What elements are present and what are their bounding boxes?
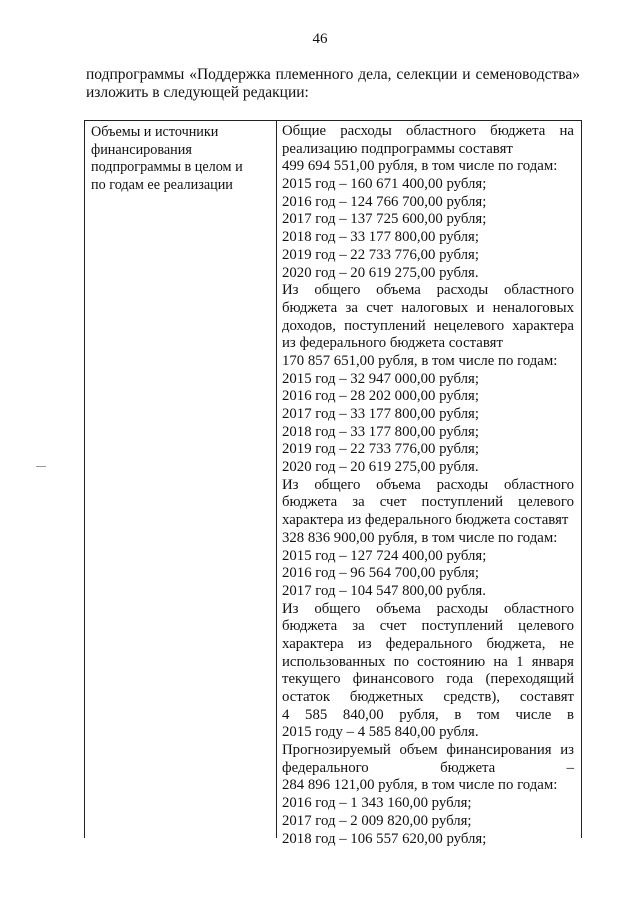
- table-right-cell: [282, 123, 574, 848]
- left-cell-line: финансирования: [91, 141, 192, 158]
- right-cell-line: 170 857 651,00 рубля, в том числе по годам:: [282, 352, 558, 369]
- right-cell-line: 2018 год – 106 557 620,00 рубля;: [282, 830, 487, 847]
- right-cell-line: 2016 год – 96 564 700,00 рубля;: [282, 565, 479, 582]
- right-cell-line: Прогнозируемый объем финансирования из: [282, 742, 574, 759]
- right-cell-line: бюджета за счет поступлений целевого: [282, 494, 574, 511]
- right-cell-line: 4 585 840,00 рубля, в том числе в: [282, 706, 574, 723]
- right-cell-line: бюджета за счет поступлений целевого: [282, 618, 574, 635]
- right-cell-line: 499 694 551,00 рубля, в том числе по годам:: [282, 158, 558, 175]
- right-cell-line: 2019 год – 22 733 776,00 рубля;: [282, 441, 479, 458]
- right-cell-line: реализацию подпрограммы составят: [282, 140, 513, 157]
- right-cell-line: Общие расходы областного бюджета на: [282, 123, 574, 139]
- right-cell-line: 2016 год – 1 343 160,00 рубля;: [282, 795, 472, 812]
- right-cell-line: остаток бюджетных средств), составят: [282, 689, 574, 705]
- intro-paragraph: [86, 66, 580, 102]
- right-cell-line: характера из федерального бюджета, не: [282, 635, 574, 652]
- intro-line-1: подпрограммы «Поддержка племенного дела, селекции и семеноводства»: [86, 66, 580, 83]
- right-cell-line: 2018 год – 33 177 800,00 рубля;: [282, 423, 479, 440]
- right-cell-line: 2016 год – 28 202 000,00 рубля;: [282, 388, 479, 405]
- column-divider: [276, 121, 277, 838]
- page-number: 46: [312, 31, 328, 47]
- left-cell-line: подпрограммы в целом и: [91, 159, 243, 176]
- right-cell-line: 2019 год – 22 733 776,00 рубля;: [282, 246, 479, 263]
- left-cell-line: Объемы и источники: [91, 124, 219, 140]
- right-cell-line: 2017 год – 137 725 600,00 рубля;: [282, 211, 487, 228]
- intro-line-2: изложить в следующей редакции:: [86, 84, 309, 101]
- right-cell-line: доходов, поступлений нецелевого характера: [282, 317, 574, 334]
- table-left-cell: [91, 124, 271, 194]
- right-cell-line: Из общего объема расходы областного: [282, 476, 574, 493]
- right-cell-line: 2017 год – 104 547 800,00 рубля.: [282, 582, 486, 599]
- right-cell-line: использованных по состоянию на 1 января: [282, 653, 574, 670]
- right-cell-line: 2015 год – 160 671 400,00 рубля;: [282, 176, 487, 193]
- margin-mark: [36, 466, 46, 467]
- right-cell-line: 2018 год – 33 177 800,00 рубля;: [282, 229, 479, 246]
- left-cell-line: по годам ее реализации: [91, 176, 233, 193]
- right-cell-line: 2017 год – 2 009 820,00 рубля;: [282, 812, 472, 829]
- right-cell-line: 284 896 121,00 рубля, в том числе по годам:: [282, 777, 558, 794]
- right-cell-line: текущего финансового года (переходящий: [282, 671, 574, 688]
- right-cell-line: 2020 год – 20 619 275,00 рубля.: [282, 264, 479, 281]
- right-cell-line: Из общего объема расходы областного: [282, 600, 574, 617]
- right-cell-line: 2016 год – 124 766 700,00 рубля;: [282, 193, 487, 210]
- right-cell-line: 328 836 900,00 рубля, в том числе по годам:: [282, 529, 558, 546]
- right-cell-line: 2020 год – 20 619 275,00 рубля.: [282, 459, 479, 476]
- right-cell-line: 2015 год – 32 947 000,00 рубля;: [282, 370, 479, 387]
- right-cell-line: Из общего объема расходы областного: [282, 282, 574, 299]
- right-cell-line: федерального бюджета –: [282, 759, 574, 776]
- right-cell-line: бюджета за счет налоговых и неналоговых: [282, 299, 574, 316]
- right-cell-line: 2017 год – 33 177 800,00 рубля;: [282, 406, 479, 422]
- financing-table: [84, 120, 582, 847]
- right-cell-line: 2015 году – 4 585 840,00 рубля.: [282, 724, 479, 741]
- right-cell-line: 2015 год – 127 724 400,00 рубля;: [282, 547, 487, 564]
- right-cell-line: из федерального бюджета составят: [282, 335, 503, 352]
- right-cell-line: характера из федерального бюджета составят: [282, 512, 569, 529]
